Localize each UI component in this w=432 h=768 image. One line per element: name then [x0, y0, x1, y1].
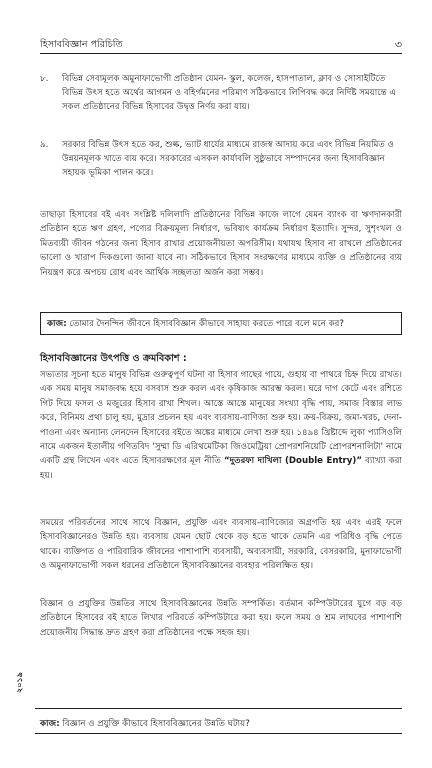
paragraph-origin-text: সভ্যতার সূচনা হতে মানুষ বিভিন্ন গুরুত্বপূর্ণ ঘটনা বা হিসাব গাছের গায়ে, গুহায় বা পাথরে চিহ্ন দিয়ে রাখত। এক সময় মানুষ সমাজবদ্ধ হয়ে বসবাস শুরু করল এবং কৃষিকাজ আরম্ভ করল। ঘরে দাগ কেটে এবং রশিতে গিট দিয়ে ফসল ও মজুরের হিসাব রাখা শিখল। আস্তে আস্তে মানুষের সংখ্যা বৃদ্ধি পায়, সমাজ বিস্তার লাভ করে, বিনিময় প্রথা চালু হয়, মুদ্রার প্রচলন হয় এবং ব্যবসায়-বাণিজ্য শুরু হয়। ক্রয়-বিক্রয়, জমা-খরচ, দেনা-পাওনা এবং অন্যান্য লেনদেন হিসাবের বইতে অঙ্কের মাধ্যমে লেখা শুরু হয়। ১৪৯৪ খ্রিষ্টাব্দে লুকা প্যাসিওলি নামে একজন ইতালীয় গণিতবিদ 'সুম্মা ডি এরিথমেটিকা জিওমেট্রিয়া প্রোপরশনিয়েটি প্রোপরশনালিটা' নামে একটি গ্রন্থ লিখেন এবং এতে হিসাবরক্ষণের মূল নীতি: [40, 370, 402, 467]
paragraph-growth: সময়ের পরিবর্তনের সাথে সাথে বিজ্ঞান, প্রযুক্তি এবং ব্যবসায়-বাণিজ্যের অগ্রগতি হয় এবং এরই ফলে হিসাববিজ্ঞানেরও উন্নতি হয়। ব্যবসায় যেমন ছোট থেকে বড় হতে থাকে তেমনি এর পরিধিও বৃদ্ধি পেতে থাকে। ব্যক্তিগত ও পারিবারিক জীবনের পাশাপাশি ব্যবসায়ী, অব্যবসায়ী, সরকারি, বেসরকারি, মুনাফাভোগী ও অমুনাফাভোগী সকল ধরনের প্রতিষ্ঠানে হিসাববিজ্ঞানের ব্যবহার পরিলক্ষিত হয়।: [40, 518, 402, 572]
paragraph-origin: [40, 368, 402, 483]
task-label: কাজ:: [47, 319, 67, 329]
task-text: তোমার দৈনন্দিন জীবনে হিসাববিজ্ঞান কীভাবে সাহায্য করতে পারে বলে মনে কর?: [69, 319, 344, 329]
section-heading: হিসাববিজ্ঞানের উৎপত্তি ও ক্রমবিকাশ :: [40, 353, 187, 364]
list-item-number: ৮.: [40, 74, 49, 84]
side-year-label: ২০১৯: [15, 672, 24, 693]
paragraph-technology: বিজ্ঞান ও প্রযুক্তির উন্নতির সাথে হিসাববিজ্ঞানের উন্নতি সম্পর্কিত। বর্তমান কম্পিউটারের যুগে বড় বড় প্রতিষ্ঠানে হিসাবের বই হাতে লিখার পরিবর্তে কম্পিউটারে করা হয়। ফলে সময় ও শ্রম লাঘবের পাশাপাশি প্রয়োজনীয় সিদ্ধান্ত দ্রুত গ্রহণ করা প্রতিষ্ঠানের পক্ষে সহজ হয়।: [40, 599, 402, 638]
footer-divider-bottom: [35, 733, 402, 734]
task-text: বিজ্ঞান ও প্রযুক্তি কীভাবে হিসাববিজ্ঞানের উন্নতি ঘটায়?: [62, 719, 250, 729]
page-number: ৩: [394, 38, 402, 51]
footer-divider-top: [35, 708, 402, 709]
task-box-1: [40, 312, 402, 335]
chapter-title: হিসাববিজ্ঞান পরিচিতি: [40, 39, 123, 50]
list-item-text: সরকার বিভিন্ন উৎস হতে কর, শুল্ক, ভ্যাট ধার্যের মাধ্যমে রাজস্ব আদায় করে এবং বিভিন্ন নিয়মিত ও উন্নয়নমূলক খাতে ব্যয় করে। সরকারের এসকল কার্যাবলি সুষ্ঠুভাবে সম্পাদনের জন্য হিসাববিজ্ঞান সহায়ক ভূমিকা পালন করে।: [62, 140, 394, 179]
header-divider: [40, 53, 402, 54]
double-entry-emphasis: “দুতরফা দাখিলা (Double Entry)”: [223, 456, 362, 467]
task-box-2: [40, 717, 250, 731]
page-header: [40, 38, 402, 52]
list-item-number: ৯.: [40, 140, 49, 150]
paragraph-intro: তাছাড়া হিসাবের বই এবং সংশ্লিষ্ট দলিলাদি প্রতিষ্ঠানের বিভিন্ন কাজে লাগে যেমন ব্যাংক বা ঋণদানকারী প্রতিষ্ঠান হতে ঋণ গ্রহণ, পণ্যের বিক্রয়মূল্য নির্ধারণ, ভবিষ্যৎ কার্যক্রম নির্ধারণ ইত্যাদি। সুন্দর, সুশৃংখল ও মিতব্যয়ী জীবন গঠনের জন্য হিসাব রাখার প্রয়োজনীয়তা অপরিসীম। যথাযথ হিসাব না রাখলে প্রতিষ্ঠানের ভালো ও খারাপ দিকগুলো জানা যাবে না। সঠিকভাবে হিসাব সংরক্ষণের মাধ্যমে ব্যক্তি ও প্রতিষ্ঠানের ব্যয় নিয়ন্ত্রণ করে অপচয় রোধ এবং আর্থিক সচ্ছলতা অর্জন করা সম্ভব।: [40, 210, 402, 278]
list-item-text: বিভিন্ন সেবামূলক অমুনাফাভোগী প্রতিষ্ঠান যেমন- স্কুল, কলেজ, হাসপাতাল, ক্লাব ও সোসাইটিতে বিভিন্ন উৎস হতে অর্থের আগমন ও বহির্গমনের পরিমাণ সঠিকভাবে লিপিবদ্ধ করে নির্দিষ্ট সময়ান্তে এ সকল প্রতিষ্ঠানের বিভিন্ন হিসাবের উদ্বৃত্ত নির্ণয় করা যায়।: [62, 74, 396, 113]
task-label: কাজ:: [40, 719, 60, 729]
paragraph-origin-end: ব্যাখ্যা করা হয়।: [40, 456, 402, 481]
